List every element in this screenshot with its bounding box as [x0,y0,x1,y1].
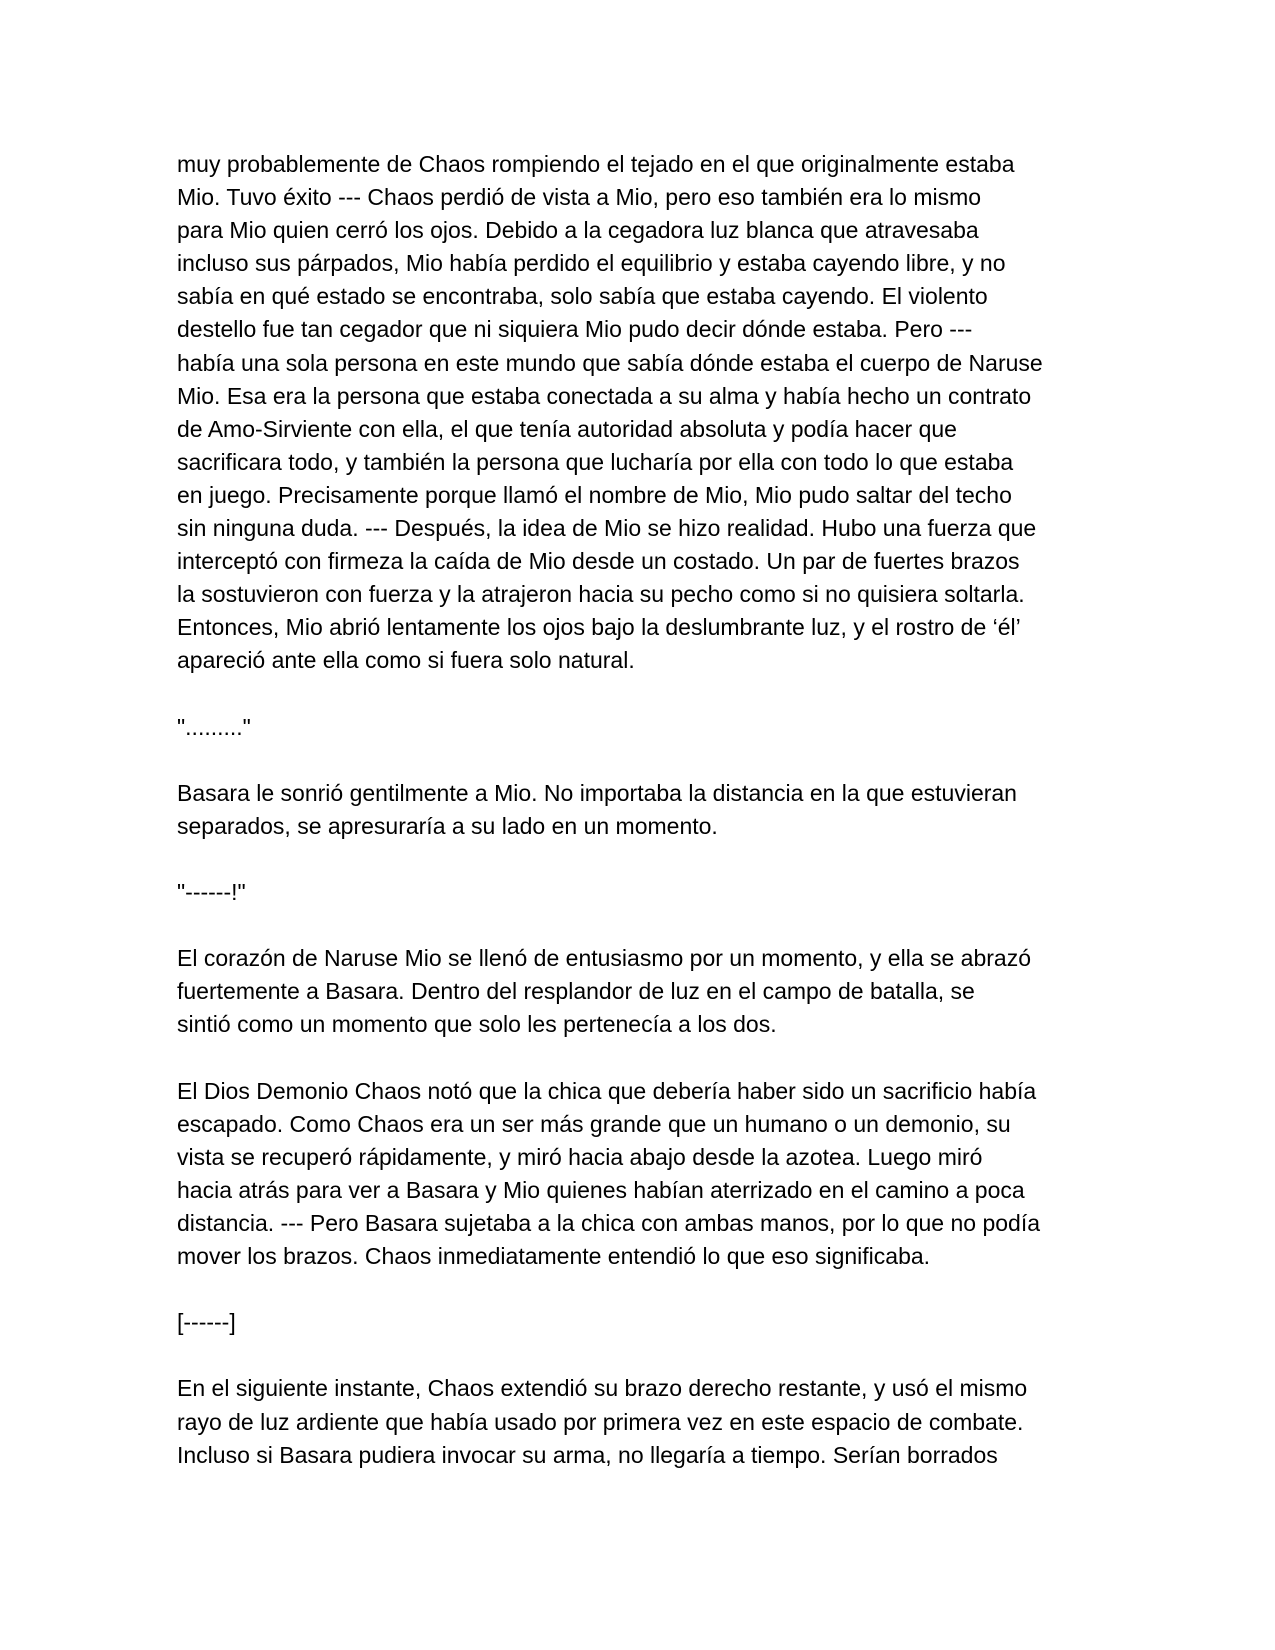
paragraph-gap [177,843,1107,876]
text-line: hacia atrás para ver a Basara y Mio quienes habían aterrizado en el camino a poca [177,1176,1025,1203]
text-line: rayo de luz ardiente que había usado por primera vez en este espacio de combate. [177,1408,1024,1435]
text-line: para Mio quien cerró los ojos. Debido a la cegadora luz blanca que atravesaba [177,217,979,244]
text-line: sabía en qué estado se encontraba, solo sabía que estaba cayendo. El violento [177,283,988,310]
text-line: sacrificara todo, y también la persona que lucharía por ella con todo lo que estaba [177,448,1014,475]
paragraph [177,942,1107,1041]
text-line: "------!" [177,879,246,906]
text-line: de Amo-Sirviente con ella, el que tenía autoridad absoluta y podía hacer que [177,415,957,442]
text-line: escapado. Como Chaos era un ser más grande que un humano o un demonio, su [177,1110,1011,1137]
paragraph [177,1075,1107,1274]
text-line: El corazón de Naruse Mio se llenó de entusiasmo por un momento, y ella se abrazó [177,945,1032,972]
text-line: interceptó con firmeza la caída de Mio desde un costado. Un par de fuertes brazos [177,548,1020,575]
text-line: distancia. --- Pero Basara sujetaba a la chica con ambas manos, por lo que no podía [177,1210,1040,1236]
text-line: vista se recuperó rápidamente, y miró hacia abajo desde la azotea. Luego miró [177,1143,983,1170]
paragraph [177,711,1107,744]
paragraph-gap [177,1273,1107,1306]
text-line: había una sola persona en este mundo que sabía dónde estaba el cuerpo de Naruse [177,349,1043,376]
text-line: muy probablemente de Chaos rompiendo el tejado en el que originalmente estaba [177,151,1015,177]
text-line: la sostuvieron con fuerza y la atrajeron hacia su pecho como si no quisiera soltarla. [177,581,1025,608]
text-line: [------] [177,1309,236,1336]
text-line: en juego. Precisamente porque llamó el nombre de Mio, Mio pudo saltar del techo [177,481,1012,508]
paragraph [177,1306,1107,1339]
text-line: Entonces, Mio abrió lentamente los ojos bajo la deslumbrante luz, y el rostro de ‘él’ [177,614,1021,641]
paragraph [177,876,1107,909]
text-line: fuertemente a Basara. Dentro del resplandor de luz en el campo de batalla, se [177,978,975,1005]
text-line: "........." [177,713,251,740]
text-line: Mio. Esa era la persona que estaba conectada a su alma y había hecho un contrato [177,382,1032,409]
text-line: destello fue tan cegador que ni siquiera Mio pudo decir dónde estaba. Pero --- [177,316,973,343]
text-line: Incluso si Basara pudiera invocar su arma, no llegaría a tiempo. Serían borrados [177,1441,998,1468]
text-line: sin ninguna duda. --- Después, la idea de Mio se hizo realidad. Hubo una fuerza que [177,515,1037,542]
paragraph-gap [177,909,1107,942]
paragraph-gap [177,678,1107,711]
text-line: separados, se apresuraría a su lado en un momento. [177,812,718,839]
paragraph [177,1372,1107,1471]
paragraph [177,148,1107,678]
document-page [177,148,1107,1472]
text-line: apareció ante ella como si fuera solo natural. [177,647,635,674]
text-line: Basara le sonrió gentilmente a Mio. No importaba la distancia en la que estuvieran [177,779,1017,806]
text-line: mover los brazos. Chaos inmediatamente entendió lo que eso significaba. [177,1243,931,1270]
text-line: Mio. Tuvo éxito --- Chaos perdió de vista a Mio, pero eso también era lo mismo [177,184,982,211]
text-line: sintió como un momento que solo les pertenecía a los dos. [177,1011,777,1038]
text-line: En el siguiente instante, Chaos extendió su brazo derecho restante, y usó el mismo [177,1375,1028,1402]
paragraph-gap [177,744,1107,777]
text-line: incluso sus párpados, Mio había perdido el equilibrio y estaba cayendo libre, y no [177,250,1006,277]
paragraph-gap [177,1339,1107,1372]
paragraph [177,777,1107,843]
paragraph-gap [177,1042,1107,1075]
text-line: El Dios Demonio Chaos notó que la chica que debería haber sido un sacrificio había [177,1077,1037,1104]
